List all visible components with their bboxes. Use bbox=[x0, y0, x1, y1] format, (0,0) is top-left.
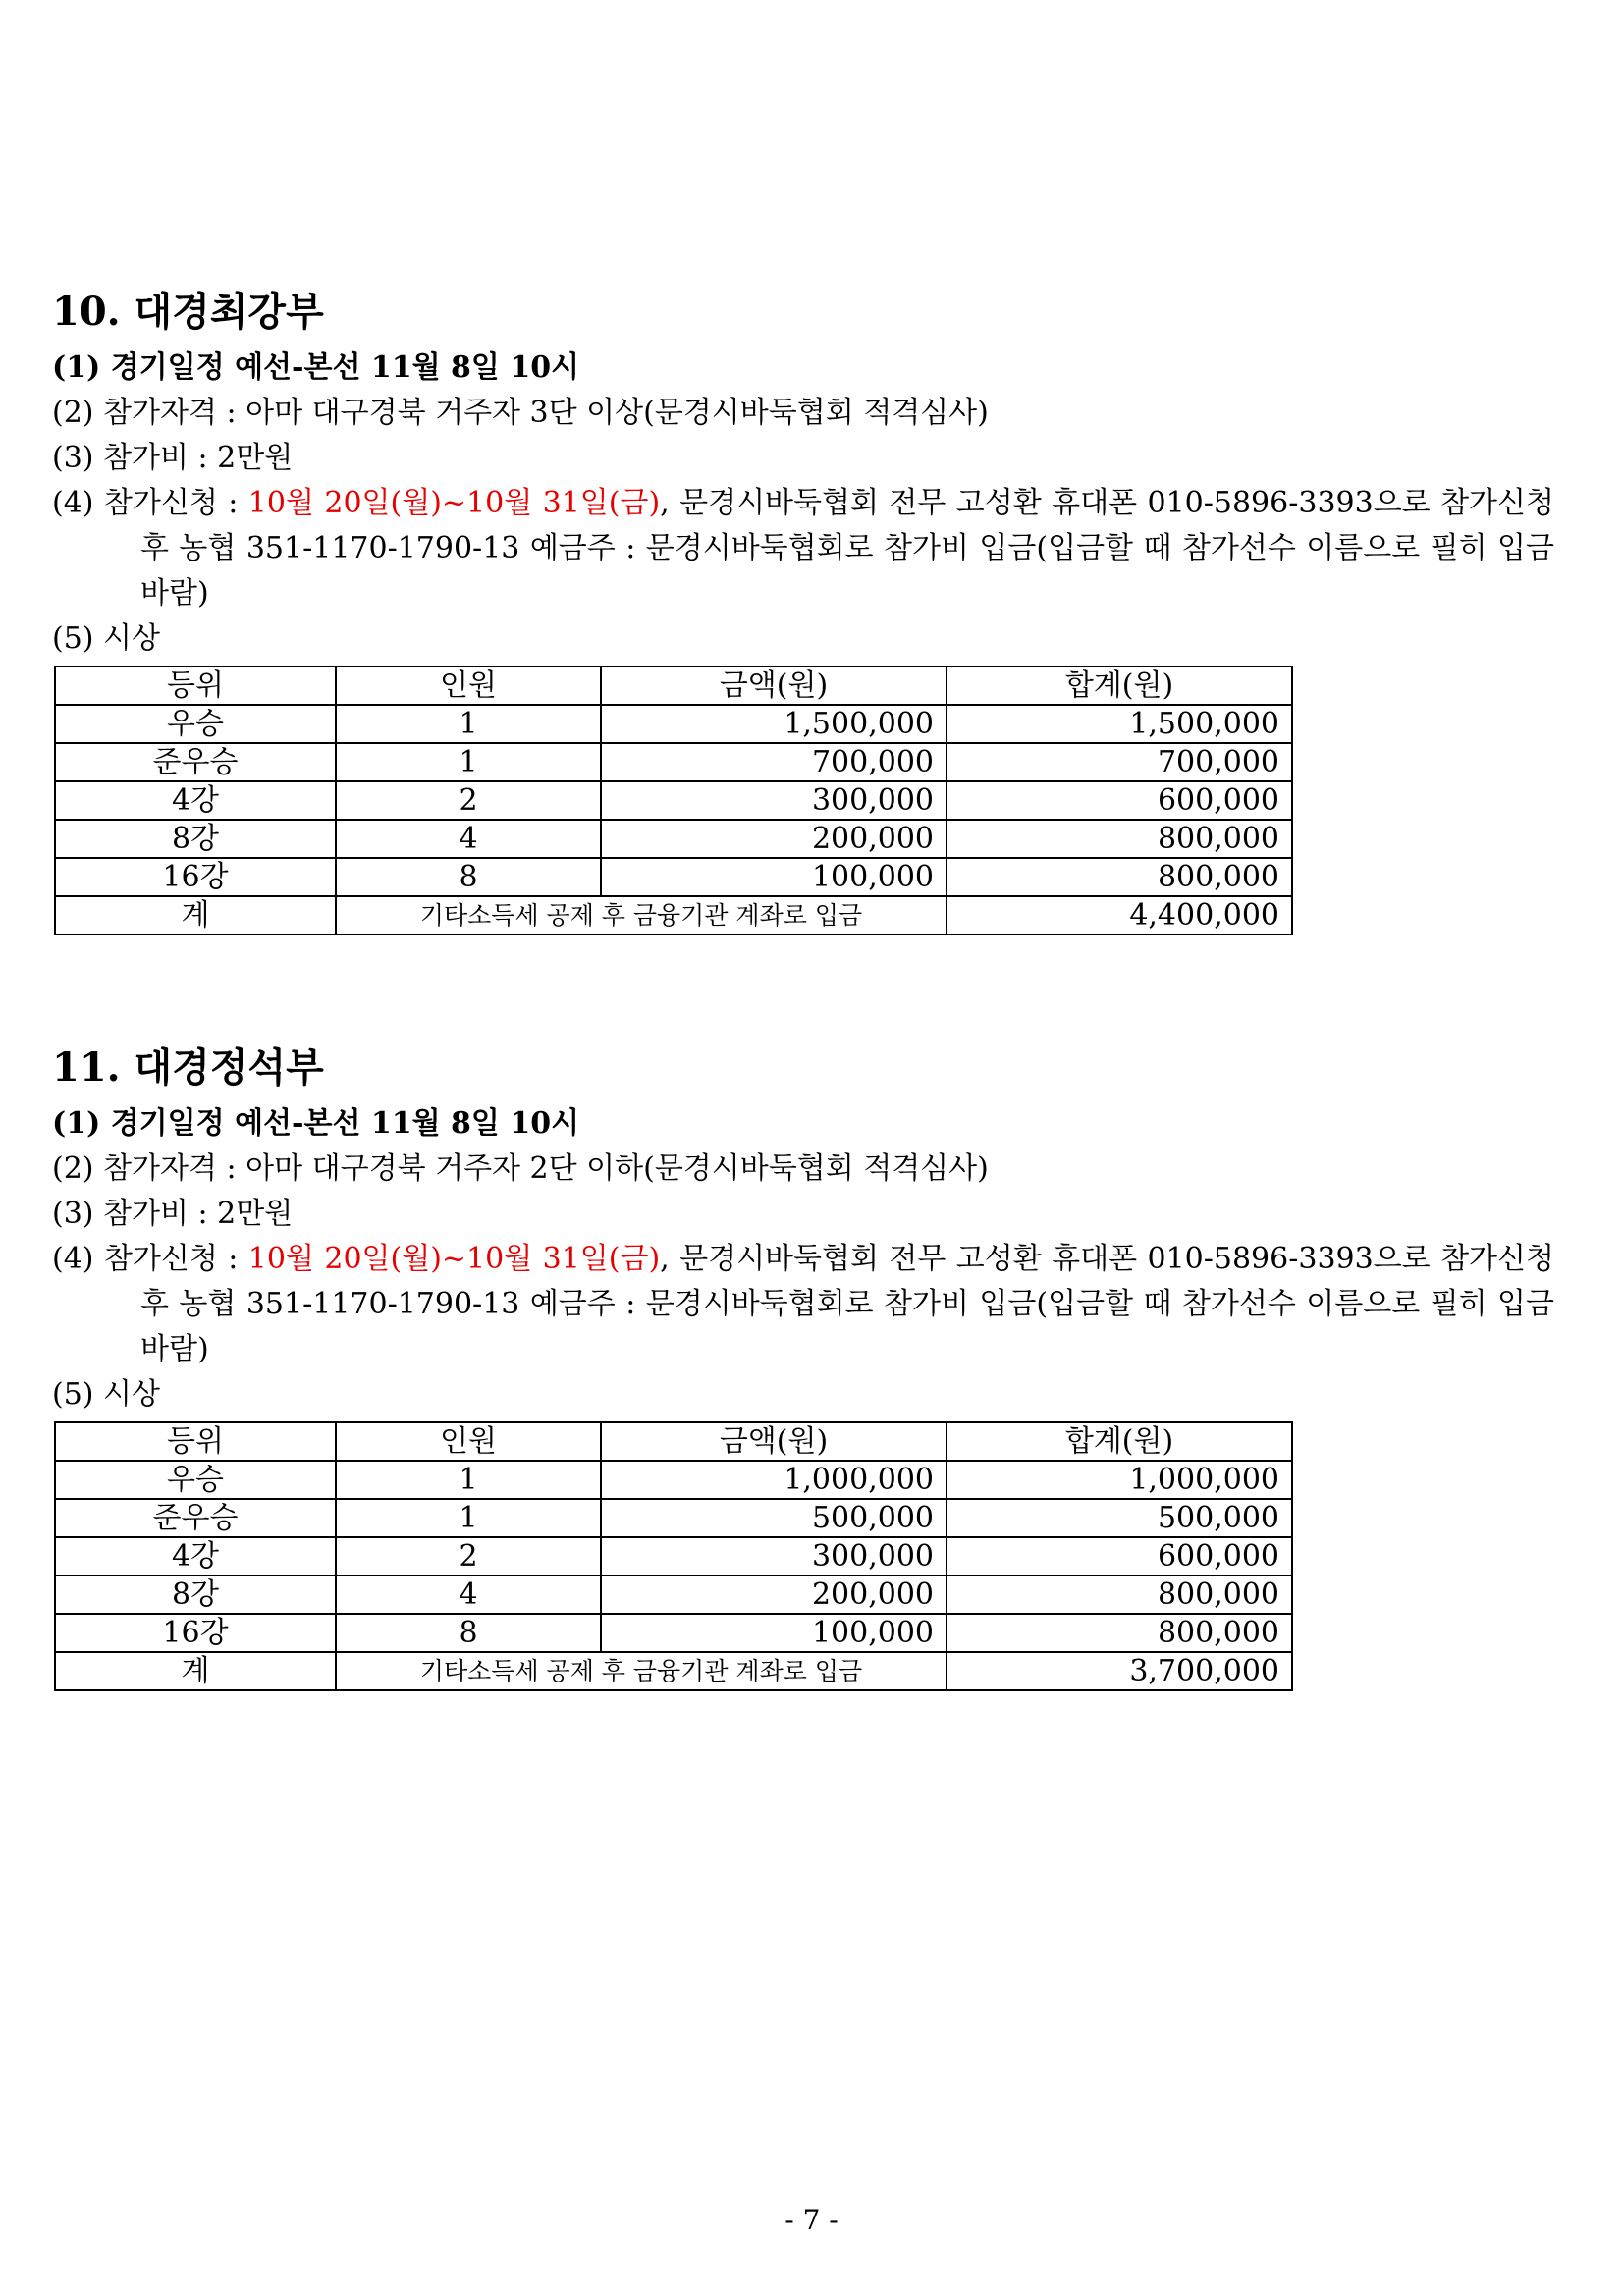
table-row bbox=[55, 705, 1292, 743]
cell-amount: 200,000 bbox=[601, 820, 947, 858]
cell-rank: 4강 bbox=[55, 1537, 336, 1575]
cell-count: 1 bbox=[336, 1499, 601, 1537]
cell-sum: 1,500,000 bbox=[947, 705, 1292, 743]
header-sum: 합계(원) bbox=[947, 1422, 1292, 1461]
cell-rank: 8강 bbox=[55, 1575, 336, 1614]
header-rank: 등위 bbox=[55, 1422, 336, 1461]
page-number: - 7 - bbox=[784, 2204, 839, 2236]
table-total-row bbox=[55, 896, 1292, 934]
cell-sum: 500,000 bbox=[947, 1499, 1292, 1537]
table-total-row bbox=[55, 1652, 1292, 1690]
table-row bbox=[55, 1537, 1292, 1575]
cell-rank: 16강 bbox=[55, 1614, 336, 1652]
eligibility-line: (2) 참가자격 : 아마 대구경북 거주자 3단 이상(문경시바둑협회 적격심사) bbox=[52, 396, 989, 430]
total-sum: 4,400,000 bbox=[947, 896, 1292, 934]
application-details: , 문경시바둑협회 전무 고성환 휴대폰 010-5896-3393으로 참가신청 후 농협 351-1170-1790-13 예금주 : 문경시바둑협회로 참가비 입금(입금할 때 참가선수 이름으로 필히 입금바람) bbox=[140, 486, 1555, 611]
cell-amount: 500,000 bbox=[601, 1499, 947, 1537]
header-count: 인원 bbox=[336, 1422, 601, 1461]
cell-amount: 300,000 bbox=[601, 781, 947, 820]
application-prefix: (4) 참가신청 : bbox=[52, 1242, 248, 1276]
total-sum: 3,700,000 bbox=[947, 1652, 1292, 1690]
table-row bbox=[55, 820, 1292, 858]
header-amount: 금액(원) bbox=[601, 1422, 947, 1461]
cell-amount: 700,000 bbox=[601, 743, 947, 781]
fee-line: (3) 참가비 : 2만원 bbox=[52, 441, 294, 475]
cell-count: 2 bbox=[336, 1537, 601, 1575]
eligibility-line: (2) 참가자격 : 아마 대구경북 거주자 2단 이하(문경시바둑협회 적격심사) bbox=[52, 1151, 989, 1186]
section-11 bbox=[52, 1041, 1554, 1691]
application-dates: 10월 20일(월)~10월 31일(금) bbox=[247, 486, 661, 520]
cell-rank: 우승 bbox=[55, 705, 336, 743]
cell-rank: 8강 bbox=[55, 820, 336, 858]
table-row bbox=[55, 1499, 1292, 1537]
prize-label: (5) 시상 bbox=[52, 621, 160, 656]
header-sum: 합계(원) bbox=[947, 667, 1292, 705]
cell-sum: 800,000 bbox=[947, 858, 1292, 896]
total-label: 계 bbox=[55, 1652, 336, 1690]
cell-sum: 700,000 bbox=[947, 743, 1292, 781]
section-heading: 11. 대경정석부 bbox=[52, 1044, 324, 1091]
application-paragraph bbox=[52, 481, 1554, 616]
cell-count: 8 bbox=[336, 1614, 601, 1652]
cell-count: 2 bbox=[336, 781, 601, 820]
cell-sum: 800,000 bbox=[947, 1614, 1292, 1652]
cell-count: 8 bbox=[336, 858, 601, 896]
cell-amount: 200,000 bbox=[601, 1575, 947, 1614]
application-prefix: (4) 참가신청 : bbox=[52, 486, 248, 520]
section-heading: 10. 대경최강부 bbox=[52, 289, 324, 335]
cell-count: 4 bbox=[336, 1575, 601, 1614]
total-note: 기타소득세 공제 후 금융기관 계좌로 입금 bbox=[336, 1652, 947, 1690]
cell-rank: 4강 bbox=[55, 781, 336, 820]
cell-count: 1 bbox=[336, 705, 601, 743]
cell-count: 4 bbox=[336, 820, 601, 858]
cell-sum: 800,000 bbox=[947, 1575, 1292, 1614]
cell-amount: 300,000 bbox=[601, 1537, 947, 1575]
application-details: , 문경시바둑협회 전무 고성환 휴대폰 010-5896-3393으로 참가신청 후 농협 351-1170-1790-13 예금주 : 문경시바둑협회로 참가비 입금(입금할 때 참가선수 이름으로 필히 입금바람) bbox=[140, 1242, 1555, 1366]
cell-amount: 100,000 bbox=[601, 1614, 947, 1652]
prize-table bbox=[54, 1421, 1293, 1691]
cell-amount: 1,500,000 bbox=[601, 705, 947, 743]
cell-rank: 우승 bbox=[55, 1461, 336, 1499]
section-10 bbox=[52, 285, 1554, 935]
total-label: 계 bbox=[55, 896, 336, 934]
cell-amount: 1,000,000 bbox=[601, 1461, 947, 1499]
header-amount: 금액(원) bbox=[601, 667, 947, 705]
table-row bbox=[55, 781, 1292, 820]
cell-rank: 16강 bbox=[55, 858, 336, 896]
table-row bbox=[55, 1461, 1292, 1499]
cell-count: 1 bbox=[336, 1461, 601, 1499]
table-row bbox=[55, 743, 1292, 781]
table-row bbox=[55, 1575, 1292, 1614]
table-header-row bbox=[55, 1422, 1292, 1461]
header-rank: 등위 bbox=[55, 667, 336, 705]
table-row bbox=[55, 858, 1292, 896]
table-row bbox=[55, 1614, 1292, 1652]
prize-label: (5) 시상 bbox=[52, 1377, 160, 1412]
cell-sum: 600,000 bbox=[947, 1537, 1292, 1575]
application-paragraph bbox=[52, 1237, 1554, 1372]
cell-count: 1 bbox=[336, 743, 601, 781]
cell-sum: 600,000 bbox=[947, 781, 1292, 820]
cell-rank: 준우승 bbox=[55, 1499, 336, 1537]
cell-sum: 1,000,000 bbox=[947, 1461, 1292, 1499]
schedule-line: (1) 경기일정 예선-본선 11월 8일 10시 bbox=[52, 350, 580, 385]
schedule-line: (1) 경기일정 예선-본선 11월 8일 10시 bbox=[52, 1106, 580, 1141]
prize-table bbox=[54, 666, 1293, 935]
table-header-row bbox=[55, 667, 1292, 705]
application-dates: 10월 20일(월)~10월 31일(금) bbox=[247, 1242, 661, 1276]
cell-amount: 100,000 bbox=[601, 858, 947, 896]
cell-rank: 준우승 bbox=[55, 743, 336, 781]
header-count: 인원 bbox=[336, 667, 601, 705]
fee-line: (3) 참가비 : 2만원 bbox=[52, 1197, 294, 1231]
cell-sum: 800,000 bbox=[947, 820, 1292, 858]
total-note: 기타소득세 공제 후 금융기관 계좌로 입금 bbox=[336, 896, 947, 934]
